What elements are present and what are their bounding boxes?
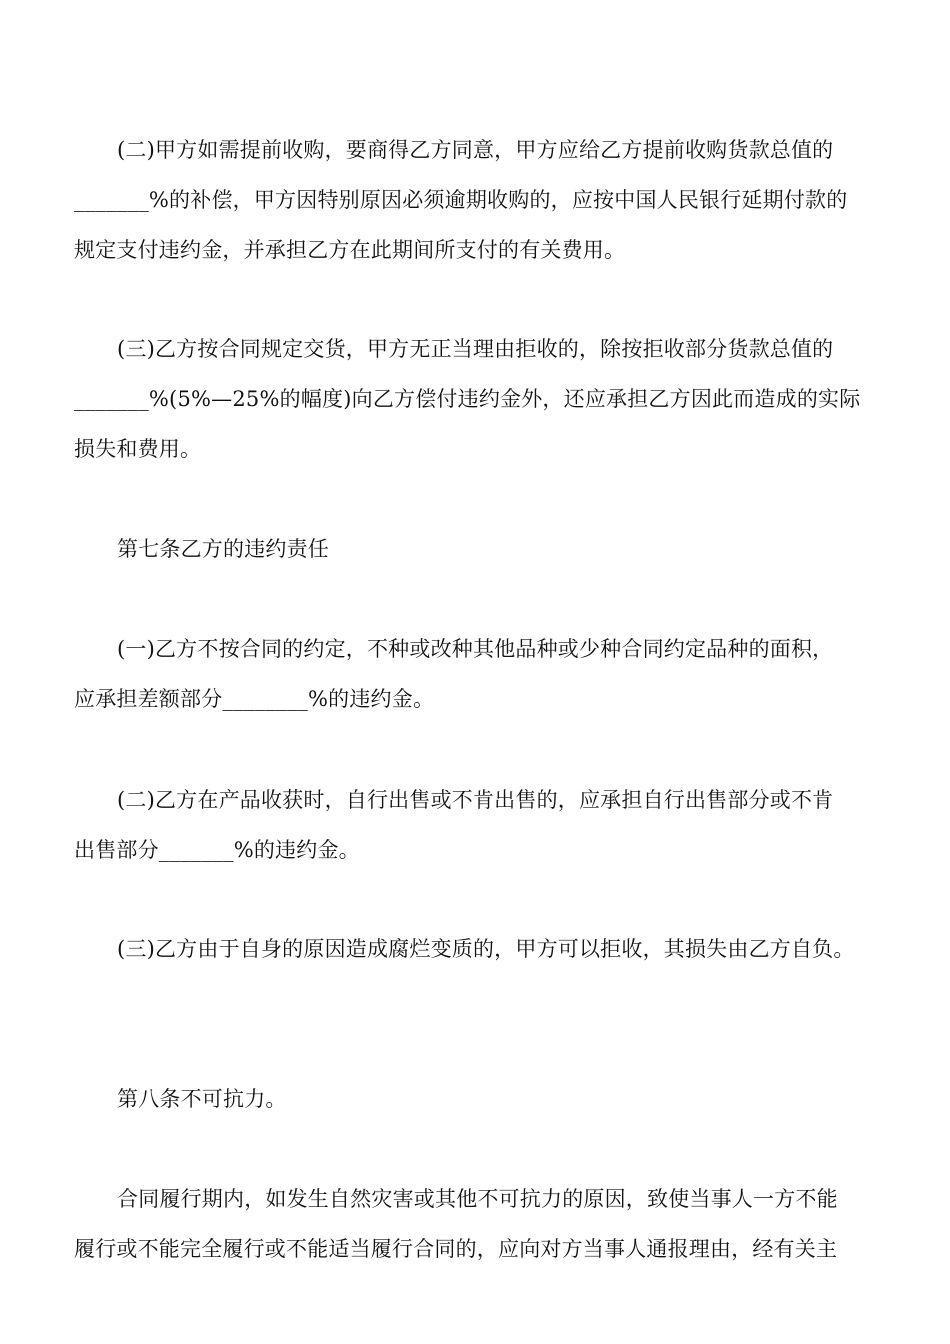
clause-3-line-2: _______%(5%—25%的幅度)向乙方偿付违约金外，还应承担乙方因此而造成的实际 bbox=[74, 387, 861, 411]
article-7-item-2-line-2: 出售部分_______%的违约金。 bbox=[74, 838, 360, 862]
article-7-item-2-line-1: (二)乙方在产品收获时，自行出售或不肯出售的，应承担自行出售部分或不肯 bbox=[117, 788, 834, 812]
clause-2-line-3: 规定支付违约金，并承担乙方在此期间所支付的有关费用。 bbox=[74, 238, 626, 262]
article-8-para-line-2: 履行或不能完全履行或不能适当履行合同的，应向对方当事人通报理由，经有关主 bbox=[74, 1237, 838, 1261]
article-8-para-line-1: 合同履行期内，如发生自然灾害或其他不可抗力的原因，致使当事人一方不能 bbox=[117, 1187, 838, 1211]
article-7-item-1-line-1: (一)乙方不按合同的约定，不种或改种其他品种或少种合同约定品种的面积， bbox=[117, 637, 834, 661]
article-7-item-3-line-1: (三)乙方由于自身的原因造成腐烂变质的，甲方可以拒收，其损失由乙方自负。 bbox=[117, 937, 855, 961]
article-7-item-1-line-2: 应承担差额部分________%的违约金。 bbox=[74, 687, 435, 711]
article-7-heading: 第七条乙方的违约责任 bbox=[117, 537, 329, 561]
article-8-heading: 第八条不可抗力。 bbox=[117, 1087, 287, 1111]
clause-2-line-1: (二)甲方如需提前收购，要商得乙方同意，甲方应给乙方提前收购货款总值的 bbox=[117, 138, 834, 162]
clause-2-line-2: _______%的补偿，甲方因特别原因必须逾期收购的，应按中国人民银行延期付款的 bbox=[74, 188, 848, 212]
clause-3-line-1: (三)乙方按合同规定交货，甲方无正当理由拒收的，除按拒收部分货款总值的 bbox=[117, 337, 834, 361]
clause-3-line-3: 损失和费用。 bbox=[74, 437, 202, 461]
